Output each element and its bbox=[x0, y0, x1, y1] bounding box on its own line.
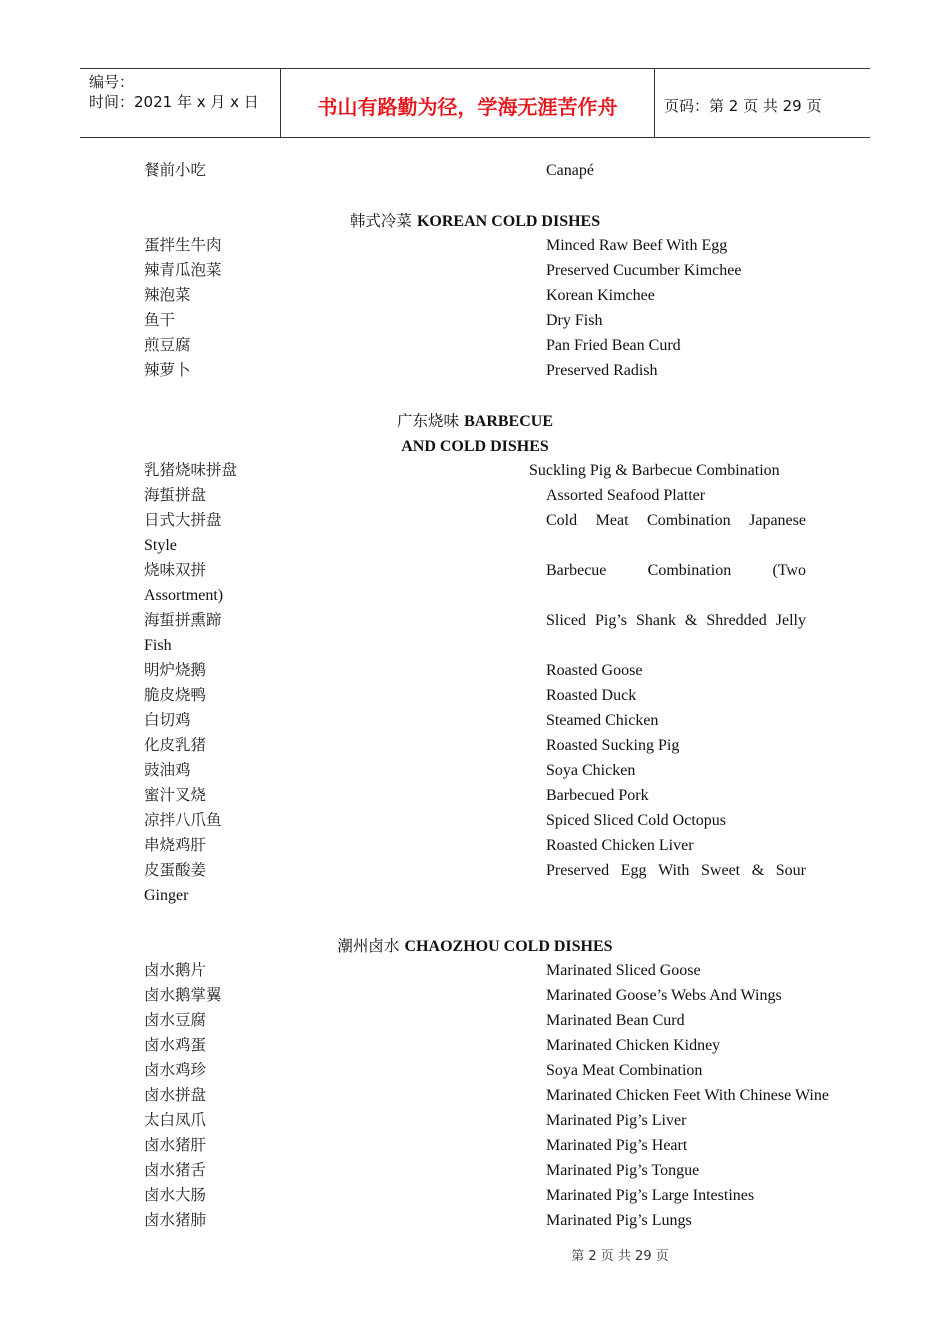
menu-row bbox=[144, 258, 844, 283]
dish-zh: 鱼干 bbox=[144, 311, 176, 329]
dish-zh: 凉拌八爪鱼 bbox=[144, 811, 222, 829]
dish-en: Korean Kimchee bbox=[546, 287, 655, 304]
menu-row bbox=[144, 1083, 844, 1108]
dish-zh: 化皮乳猪 bbox=[144, 736, 207, 754]
dish-en bbox=[546, 508, 806, 533]
dish-zh: 烧味双拼 bbox=[144, 561, 207, 579]
dish-en: Marinated Chicken Feet With Chinese Wine bbox=[546, 1087, 829, 1104]
menu-row bbox=[144, 683, 844, 708]
dish-en: Marinated Goose’s Webs And Wings bbox=[546, 987, 782, 1004]
dish-en: Minced Raw Beef With Egg bbox=[546, 237, 728, 254]
dish-en: Marinated Sliced Goose bbox=[546, 962, 701, 979]
dish-en: Soya Meat Combination bbox=[546, 1062, 703, 1079]
dish-zh: 白切鸡 bbox=[144, 711, 191, 729]
dish-en: Soya Chicken bbox=[546, 762, 636, 779]
page-footer: 第 2 页 共 29 页 bbox=[571, 1249, 669, 1264]
dish-en: Roasted Sucking Pig bbox=[546, 737, 680, 754]
menu-row bbox=[144, 983, 844, 1008]
menu-content bbox=[144, 158, 844, 1233]
dish-en-word: Meat bbox=[595, 512, 629, 529]
menu-row bbox=[144, 1208, 844, 1233]
dish-en: Steamed Chicken bbox=[546, 712, 659, 729]
section-title-chaozhou: 潮州卤水 CHAOZHOU COLD DISHES bbox=[337, 937, 613, 955]
dish-zh: 卤水鹅片 bbox=[144, 961, 207, 979]
dish-en: Roasted Chicken Liver bbox=[546, 837, 694, 854]
dish-en-word: Combination bbox=[647, 512, 731, 529]
menu-row bbox=[144, 733, 844, 758]
dish-en-word: With bbox=[658, 862, 690, 879]
dish-en bbox=[546, 858, 806, 883]
section-title-cantonese-line2: AND COLD DISHES bbox=[401, 438, 549, 455]
chaozhou-dish-list bbox=[144, 958, 844, 1233]
menu-row bbox=[144, 283, 844, 308]
header-page-info: 页码：第 2 页 共 29 页 bbox=[664, 96, 822, 115]
dish-en: Preserved Cucumber Kimchee bbox=[546, 262, 742, 279]
menu-row bbox=[144, 158, 844, 183]
dish-zh: 卤水猪肝 bbox=[144, 1136, 207, 1154]
doc-number-label: 编号： bbox=[89, 73, 135, 91]
menu-row-continuation bbox=[144, 583, 844, 608]
menu-row bbox=[144, 333, 844, 358]
dish-zh: 豉油鸡 bbox=[144, 761, 191, 779]
dish-en-word: Shank bbox=[635, 612, 676, 629]
menu-row bbox=[144, 958, 844, 983]
dish-en-wrap: Assortment) bbox=[144, 587, 224, 604]
dish-en: Preserved Radish bbox=[546, 362, 658, 379]
section-title-cantonese: 广东烧味 BARBECUE bbox=[396, 412, 553, 430]
dish-en bbox=[546, 608, 806, 633]
dish-zh: 卤水鹅掌翼 bbox=[144, 986, 222, 1004]
dish-zh: 辣泡菜 bbox=[144, 286, 191, 304]
dish-zh: 辣青瓜泡菜 bbox=[144, 261, 222, 279]
dish-en: Roasted Goose bbox=[546, 662, 643, 679]
dish-en: Marinated Pig’s Liver bbox=[546, 1112, 687, 1129]
dish-zh: 卤水猪舌 bbox=[144, 1161, 207, 1179]
menu-row bbox=[144, 1058, 844, 1083]
dish-zh: 辣萝卜 bbox=[144, 361, 191, 379]
doc-time-label: 时间：2021 年 x 月 x 日 bbox=[89, 93, 259, 111]
dish-en-word: Egg bbox=[620, 862, 647, 879]
dish-en-wrap: Style bbox=[144, 537, 177, 554]
menu-row bbox=[144, 608, 844, 633]
dish-zh: 皮蛋酸姜 bbox=[144, 861, 207, 879]
menu-row bbox=[144, 508, 844, 533]
dish-zh: 明炉烧鹅 bbox=[144, 661, 207, 679]
dish-zh: 卤水鸡蛋 bbox=[144, 1036, 207, 1054]
menu-row bbox=[144, 758, 844, 783]
menu-row bbox=[144, 483, 844, 508]
dish-en: Marinated Chicken Kidney bbox=[546, 1037, 721, 1054]
dish-en-word: Sour bbox=[775, 862, 806, 879]
dish-zh: 脆皮烧鸭 bbox=[144, 686, 207, 704]
menu-row-continuation bbox=[144, 533, 844, 558]
header-motto: 书山有路勤为径，学海无涯苦作舟 bbox=[317, 94, 618, 119]
dish-zh: 蜜汁叉烧 bbox=[144, 786, 207, 804]
menu-row bbox=[144, 1133, 844, 1158]
menu-row bbox=[144, 858, 844, 883]
dish-en: Dry Fish bbox=[546, 312, 603, 329]
dish-en-word: Combination bbox=[647, 562, 732, 579]
menu-row bbox=[144, 1183, 844, 1208]
dish-en-word: Japanese bbox=[749, 512, 806, 529]
dish-zh: 串烧鸡肝 bbox=[144, 836, 207, 854]
dish-en: Canapé bbox=[546, 162, 594, 179]
cantonese-wrapped-items bbox=[144, 508, 844, 658]
menu-row bbox=[144, 358, 844, 383]
dish-en-word: Cold bbox=[546, 512, 578, 529]
dish-zh: 煎豆腐 bbox=[144, 336, 191, 354]
menu-row bbox=[144, 1158, 844, 1183]
dish-en: Marinated Pig’s Large Intestines bbox=[546, 1187, 755, 1204]
dish-en bbox=[546, 558, 806, 583]
dish-en-word: Barbecue bbox=[546, 562, 607, 579]
dish-zh: 卤水鸡珍 bbox=[144, 1061, 207, 1079]
menu-row bbox=[144, 833, 844, 858]
dish-zh: 海蜇拼熏蹄 bbox=[144, 611, 222, 629]
menu-row bbox=[144, 308, 844, 333]
dish-en: Roasted Duck bbox=[546, 687, 637, 704]
dish-zh: 卤水大肠 bbox=[144, 1186, 207, 1204]
dish-en: Pan Fried Bean Curd bbox=[546, 337, 681, 354]
menu-row bbox=[144, 1033, 844, 1058]
dish-zh: 餐前小吃 bbox=[144, 161, 207, 179]
dish-en-word: & bbox=[751, 862, 765, 879]
dish-en-word: Jelly bbox=[775, 612, 806, 629]
dish-en-word: (Two bbox=[772, 562, 806, 579]
dish-en: Marinated Pig’s Lungs bbox=[546, 1212, 692, 1229]
korean-dish-list bbox=[144, 233, 844, 383]
dish-en-wrap: Fish bbox=[144, 637, 172, 654]
header-meta bbox=[80, 69, 281, 137]
dish-zh: 卤水拼盘 bbox=[144, 1086, 207, 1104]
section-title-korean: 韩式冷菜 KOREAN COLD DISHES bbox=[349, 212, 601, 230]
dish-en: Barbecued Pork bbox=[546, 787, 649, 804]
cantonese-last-item bbox=[144, 858, 844, 908]
dish-en: Spiced Sliced Cold Octopus bbox=[546, 812, 726, 829]
menu-row bbox=[144, 1008, 844, 1033]
header-motto-cell bbox=[281, 69, 655, 137]
dish-en-wrap: Ginger bbox=[144, 887, 189, 904]
cantonese-dish-list bbox=[144, 658, 844, 858]
dish-en-word: Shredded bbox=[706, 612, 767, 629]
dish-en: Marinated Bean Curd bbox=[546, 1012, 685, 1029]
dish-en: Marinated Pig’s Tongue bbox=[546, 1162, 700, 1179]
dish-en-word: & bbox=[684, 612, 698, 629]
dish-en-word: Sweet bbox=[701, 862, 741, 879]
dish-zh: 日式大拼盘 bbox=[144, 511, 222, 529]
dish-en-word: Pig’s bbox=[594, 612, 627, 629]
menu-row bbox=[144, 558, 844, 583]
menu-row-continuation bbox=[144, 633, 844, 658]
menu-row bbox=[144, 708, 844, 733]
dish-zh: 卤水豆腐 bbox=[144, 1011, 207, 1029]
dish-zh: 乳猪烧味拼盘 bbox=[144, 461, 238, 479]
menu-row bbox=[144, 808, 844, 833]
menu-row-continuation bbox=[144, 883, 844, 908]
dish-en-word: Sliced bbox=[546, 612, 586, 629]
menu-row bbox=[144, 783, 844, 808]
dish-en: Suckling Pig & Barbecue Combination bbox=[529, 462, 780, 479]
page-header bbox=[80, 68, 870, 138]
dish-zh: 蛋拌生牛肉 bbox=[144, 236, 222, 254]
menu-row bbox=[144, 658, 844, 683]
menu-row bbox=[144, 458, 844, 483]
dish-zh: 海蜇拼盘 bbox=[144, 486, 207, 504]
dish-zh: 太白凤爪 bbox=[144, 1111, 207, 1129]
dish-en-word: Preserved bbox=[546, 862, 610, 879]
dish-en: Marinated Pig’s Heart bbox=[546, 1137, 688, 1154]
menu-row bbox=[144, 233, 844, 258]
menu-row bbox=[144, 1108, 844, 1133]
dish-zh: 卤水猪肺 bbox=[144, 1211, 207, 1229]
dish-en: Assorted Seafood Platter bbox=[546, 487, 706, 504]
